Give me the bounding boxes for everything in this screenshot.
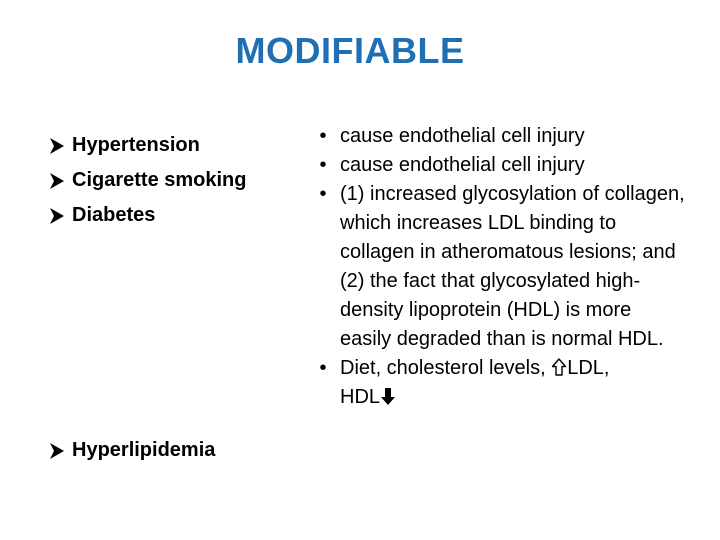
bullet-icon: •	[319, 125, 327, 147]
right-item-text: cause endothelial cell injury	[340, 125, 585, 147]
bullet-icon: •	[319, 357, 327, 379]
hdl-text: HDL	[340, 386, 381, 408]
left-list-item	[48, 198, 298, 233]
arrow-bullet-icon	[48, 206, 66, 226]
diet-prefix-text: Diet, cholesterol levels,	[340, 357, 552, 379]
right-item-text	[340, 354, 686, 412]
left-list-item	[48, 163, 298, 198]
right-explanation-list	[306, 122, 686, 412]
left-factor-list	[48, 128, 298, 461]
ldl-text: LDL,	[567, 357, 610, 379]
left-item-label: Hyperlipidemia	[72, 439, 216, 461]
bullet-icon: •	[319, 183, 327, 205]
arrow-bullet-icon	[48, 171, 66, 191]
right-list-item	[306, 151, 686, 180]
bullet-icon: •	[319, 154, 327, 176]
right-item-text: (1) increased glycosylation of collagen, which increases LDL binding to collagen in atheromatous lesions; and (2) the fact that glycosylated high-density lipoprotein (HDL) is more easily degraded than is normal HDL.	[340, 183, 685, 350]
right-list-item	[306, 122, 686, 151]
right-list-item	[306, 180, 686, 354]
right-list-item	[306, 354, 686, 412]
left-item-label: Hypertension	[72, 134, 200, 156]
left-list-item	[48, 128, 298, 163]
left-item-label: Diabetes	[72, 204, 156, 226]
slide-title: MODIFIABLE	[235, 30, 465, 71]
left-list-item	[48, 433, 215, 468]
arrow-bullet-icon	[48, 136, 66, 156]
down-arrow-icon	[380, 386, 396, 406]
right-item-text: cause endothelial cell injury	[340, 154, 585, 176]
left-item-label: Cigarette smoking	[72, 169, 247, 191]
up-arrow-outline-icon	[551, 357, 567, 377]
arrow-bullet-icon	[48, 441, 66, 461]
